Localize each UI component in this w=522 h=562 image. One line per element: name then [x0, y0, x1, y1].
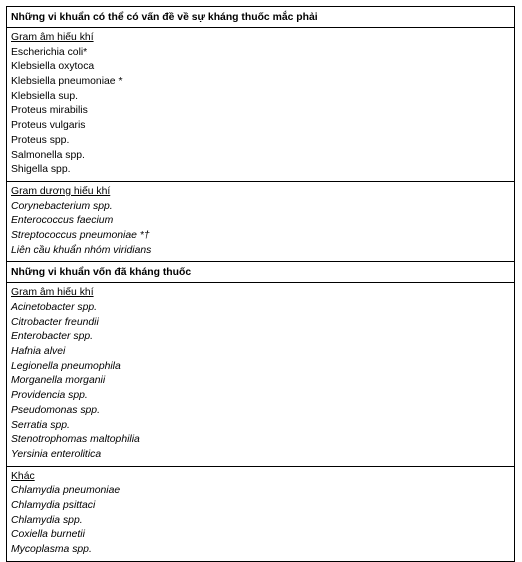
organism-item: Klebsiella oxytoca: [11, 61, 95, 73]
organism-item: Klebsiella sup.: [11, 90, 79, 102]
organism-item: Enterococcus faecium: [11, 215, 114, 227]
organism-item: Corynebacterium spp.: [11, 200, 113, 212]
organism-item: Serratia spp.: [11, 419, 70, 431]
organism-item: Liên cầu khuẩn nhóm viridians: [11, 244, 152, 256]
group-other: [7, 467, 514, 561]
organism-item: Shigella spp.: [11, 164, 71, 176]
group-title: Gram âm hiếu khí: [11, 287, 94, 299]
resistance-table: [6, 6, 515, 562]
organism-item: Klebsiella pneumoniae *: [11, 76, 123, 88]
group-gram-positive-aerobic: [7, 182, 514, 262]
organism-item: Citrobacter freundii: [11, 316, 99, 328]
organism-item: Coxiella burnetii: [11, 529, 85, 541]
organism-item: Chlamydia spp.: [11, 514, 83, 526]
organism-item: Enterobacter spp.: [11, 331, 94, 343]
organism-item: Morganella morganii: [11, 375, 106, 387]
organism-item: Chlamydia psittaci: [11, 499, 96, 511]
organism-item: Chlamydia pneumoniae: [11, 485, 121, 497]
organism-item: Proteus mirabilis: [11, 105, 88, 117]
organism-item: Yersinia enterolitica: [11, 448, 102, 460]
organism-item: Salmonella spp.: [11, 149, 85, 161]
group-gram-negative-aerobic-intrinsic: [7, 283, 514, 466]
organism-item: Escherichia coli*: [11, 46, 88, 58]
section-header-acquired-resistance: Những vi khuẩn có thể có vấn đề về sự kháng thuốc mắc phải: [7, 7, 514, 28]
organism-item: Hafnia alvei: [11, 346, 66, 358]
group-gram-negative-aerobic: [7, 28, 514, 182]
organism-item: Legionella pneumophila: [11, 360, 121, 372]
organism-item: Acinetobacter spp.: [11, 302, 98, 313]
section-header-intrinsic-resistance: Những vi khuẩn vốn đã kháng thuốc: [7, 262, 514, 283]
organism-item: Pseudomonas spp.: [11, 404, 100, 416]
group-title: Khác: [11, 470, 35, 482]
organism-item: Providencia spp.: [11, 390, 88, 402]
organism-item: Stenotrophomas maltophilia: [11, 434, 140, 446]
organism-item: Mycoplasma spp.: [11, 544, 92, 555]
organism-item: Streptococcus pneumoniae *†: [11, 229, 150, 241]
organism-item: Proteus spp.: [11, 134, 70, 146]
group-title: Gram dương hiếu khí: [11, 185, 111, 197]
organism-item: Proteus vulgaris: [11, 120, 86, 132]
group-title: Gram âm hiếu khí: [11, 32, 94, 43]
